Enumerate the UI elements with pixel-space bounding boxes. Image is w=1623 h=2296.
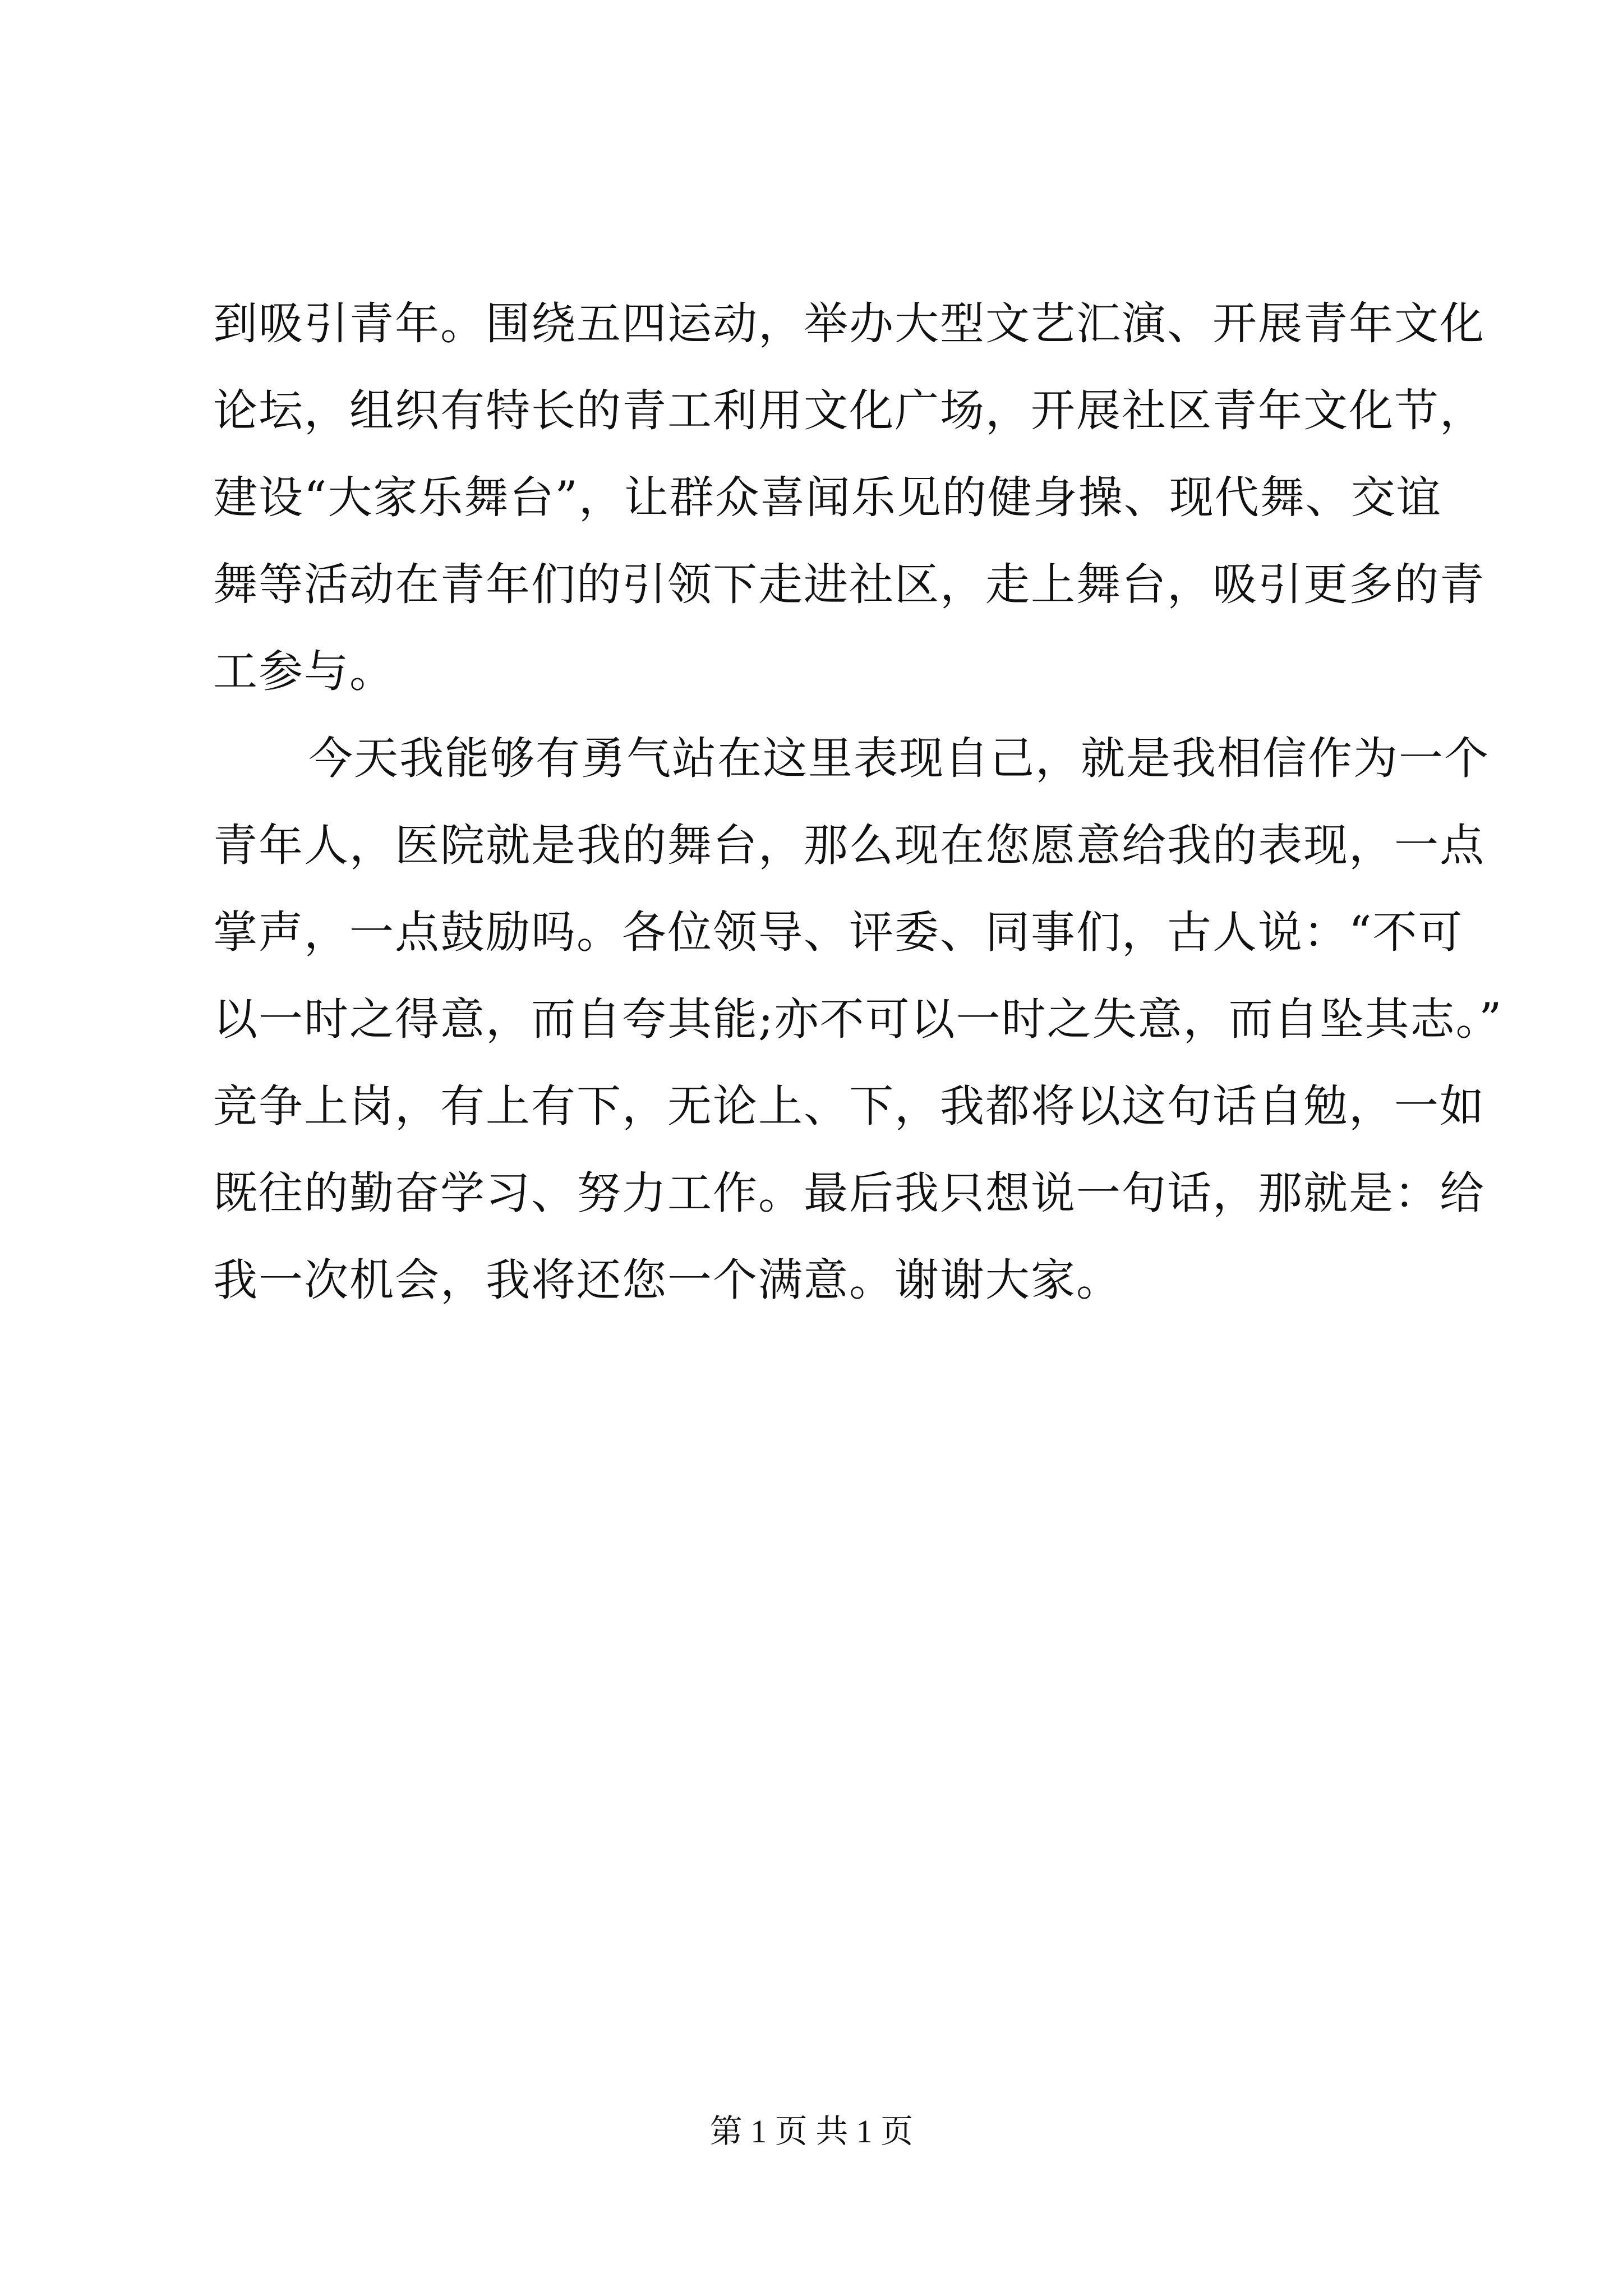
paragraph-1-line-4: 舞等活动在青年们的引领下走进社区，走上舞台，吸引更多的青 xyxy=(213,559,1485,610)
paragraph-1 xyxy=(213,280,1485,715)
page-number-label: 第 1 页 共 1 页 xyxy=(709,2113,914,2150)
paragraph-1-line-1: 到吸引青年。围绕五四运动，举办大型文艺汇演、开展青年文化 xyxy=(213,298,1485,349)
page-footer xyxy=(0,2109,1623,2154)
paragraph-2-line-1: 今天我能够有勇气站在这里表现自己，就是我相信作为一个 xyxy=(308,733,1490,784)
paragraph-2-line-6: 既往的勤奋学习、努力工作。最后我只想说一句话，那就是：给 xyxy=(213,1167,1485,1219)
paragraph-2-line-2: 青年人，医院就是我的舞台，那么现在您愿意给我的表现，一点 xyxy=(213,820,1485,871)
paragraph-2-line-4: 以一时之得意，而自夸其能;亦不可以一时之失意，而自坠其志。” xyxy=(213,993,1503,1045)
paragraph-1-line-5: 工参与。 xyxy=(213,646,395,697)
paragraph-2 xyxy=(213,715,1503,1324)
paragraph-2-line-5: 竞争上岗，有上有下，无论上、下，我都将以这句话自勉，一如 xyxy=(213,1080,1485,1132)
paragraph-1-line-2: 论坛，组织有特长的青工利用文化广场，开展社区青年文化节， xyxy=(213,385,1485,436)
paragraph-2-line-3: 掌声，一点鼓励吗。各位领导、评委、同事们，古人说：“不可 xyxy=(213,907,1464,958)
paragraph-2-line-7: 我一次机会，我将还您一个满意。谢谢大家。 xyxy=(213,1254,1122,1306)
paragraph-1-line-3: 建设“大家乐舞台”，让群众喜闻乐见的健身操、现代舞、交谊 xyxy=(213,472,1442,523)
document-body xyxy=(213,280,1503,1324)
